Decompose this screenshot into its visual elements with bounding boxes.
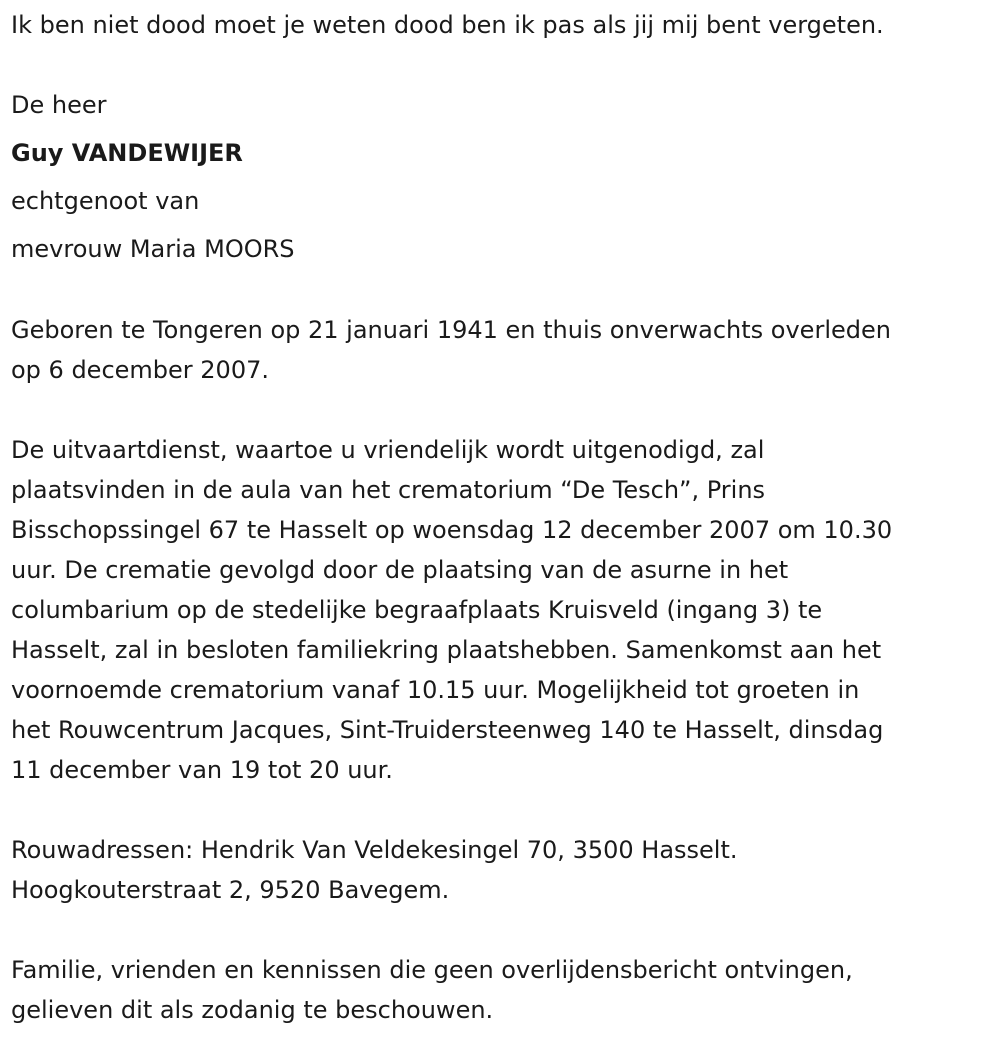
birth-death-line-2: op 6 december 2007. — [11, 356, 269, 384]
service-line-5: columbarium op de stedelijke begraafplaats Kruisveld (ingang 3) te — [11, 596, 823, 624]
service-line-1: De uitvaartdienst, waartoe u vriendelijk wordt uitgenodigd, zal — [11, 436, 765, 464]
service-line-6: Hasselt, zal in besloten familiekring plaatshebben. Samenkomst aan het — [11, 636, 882, 664]
service-line-8: het Rouwcentrum Jacques, Sint-Truidersteenweg 140 te Hasselt, dinsdag — [11, 716, 884, 744]
notice-line-1: Familie, vrienden en kennissen die geen overlijdensbericht ontvingen, — [11, 956, 853, 984]
notice-line-2: gelieven dit als zodanig te beschouwen. — [11, 996, 494, 1024]
spouse-name: mevrouw Maria MOORS — [11, 235, 295, 263]
motto: Ik ben niet dood moet je weten dood ben ik pas als jij mij bent vergeten. — [11, 11, 884, 39]
service-line-2: plaatsvinden in de aula van het crematorium “De Tesch”, Prins — [11, 476, 766, 504]
relation: echtgenoot van — [11, 187, 200, 215]
addresses-line-2: Hoogkouterstraat 2, 9520 Bavegem. — [11, 876, 450, 904]
addresses-line-1: Rouwadressen: Hendrik Van Veldekesingel 70, 3500 Hasselt. — [11, 836, 738, 864]
service-line-7: voornoemde crematorium vanaf 10.15 uur. Mogelijkheid tot groeten in — [11, 676, 860, 704]
birth-death-line-1: Geboren te Tongeren op 21 januari 1941 en thuis onverwachts overleden — [11, 316, 891, 344]
service-line-9: 11 december van 19 tot 20 uur. — [11, 756, 393, 784]
service-line-3: Bisschopssingel 67 te Hasselt op woensdag 12 december 2007 om 10.30 — [11, 516, 893, 544]
deceased-name: Guy VANDEWIJER — [11, 139, 243, 167]
salutation: De heer — [11, 91, 107, 119]
service-line-4: uur. De crematie gevolgd door de plaatsing van de asurne in het — [11, 556, 789, 584]
